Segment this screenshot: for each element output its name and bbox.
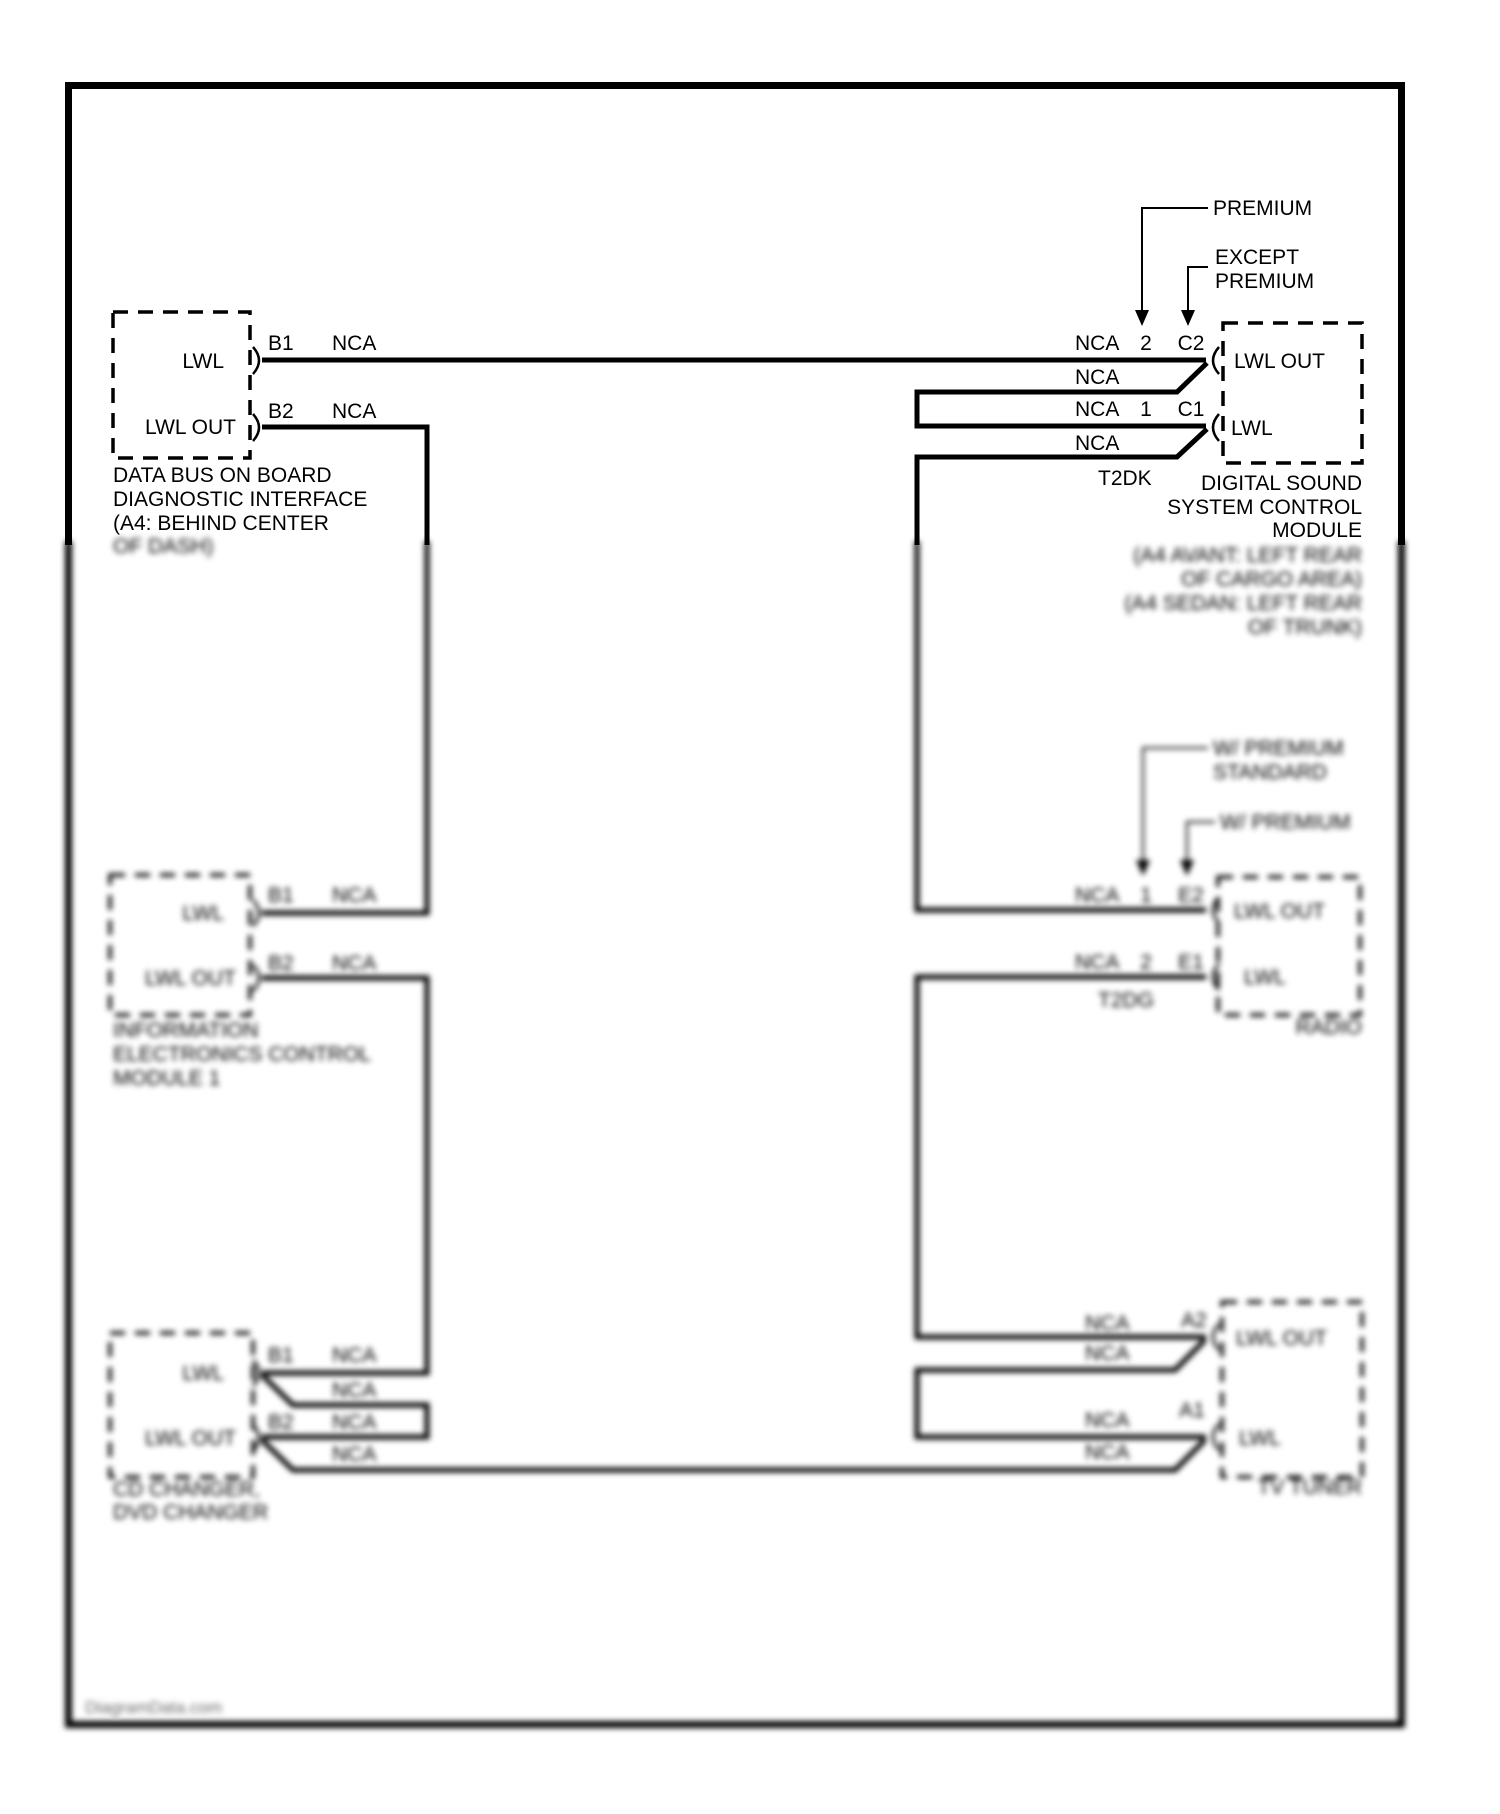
callout-premium-arrow-icon [1135, 310, 1149, 326]
tv-pin1-label: LWL OUT [1236, 1327, 1328, 1350]
wire-label-nca: NCA [1085, 1312, 1130, 1335]
cd-pin2-id: B2 [268, 1411, 294, 1434]
radio-callout2-line [1187, 822, 1215, 861]
tv-pin2-label: LWL [1239, 1427, 1281, 1450]
wire-radio-e1-to-tv [917, 977, 1206, 1337]
radio-callout1-line2: STANDARD [1213, 761, 1327, 784]
wire-label-nca: NCA [332, 1379, 377, 1402]
radio-callout1-line [1143, 748, 1208, 861]
wire-label-nca: NCA [332, 400, 377, 423]
radio-callout2-arrow-icon [1180, 860, 1194, 876]
wire-cd-b2-to-tv-a1 [262, 1440, 1205, 1470]
wire-databus-b2-to-iecm [262, 541, 427, 913]
iecm-name-line3: MODULE 1 [113, 1067, 221, 1090]
iecm-pin2-id: B2 [268, 952, 294, 975]
dss-note-line4: OF TRUNK) [1248, 616, 1362, 639]
callout-except-premium-line1: EXCEPT [1215, 246, 1300, 269]
dss-pin1-label: LWL OUT [1234, 350, 1326, 373]
callout-except-premium-line2: PREMIUM [1215, 270, 1315, 293]
iecm-pin2-label: LWL OUT [144, 967, 236, 990]
wire-label-nca: NCA [1075, 398, 1120, 421]
wire-label-nca: NCA [1075, 884, 1120, 907]
wire-iecm-b2-to-cd [262, 978, 427, 1373]
radio-splice-label: T2DG [1098, 989, 1155, 1012]
sharp-section [69, 86, 1402, 546]
wire-label-nca: NCA [1075, 366, 1120, 389]
dss-module-box [1223, 323, 1362, 463]
radio-pin2-num: 2 [1140, 951, 1152, 974]
databus-pin2-connector [253, 414, 259, 441]
iecm-name-line2: ELECTRONICS CONTROL [113, 1043, 371, 1066]
wire-label-nca: NCA [332, 1411, 377, 1434]
databus-pin1-connector [253, 347, 259, 374]
iecm-pin2-connector [253, 965, 259, 991]
radio-name: RADIO [1295, 1016, 1362, 1039]
radio-module-box [1218, 877, 1360, 1015]
dss-pin1-conn: C2 [1177, 332, 1205, 355]
iecm-pin1-label: LWL [182, 902, 224, 925]
cd-pin2-label: LWL OUT [144, 1427, 236, 1450]
wire-label-nca: NCA [332, 1344, 377, 1367]
dss-pin2-connector [1213, 414, 1219, 441]
iecm-name-line1: INFORMATION [113, 1019, 259, 1042]
tv-name: TV TUNER [1257, 1476, 1362, 1499]
tv-pin1-connector [1213, 1324, 1219, 1350]
dss-note-line3: (A4 SEDAN: LEFT REAR [1124, 592, 1362, 615]
wire-label-nca: NCA [332, 952, 377, 975]
databus-name-line4: OF DASH) [113, 535, 214, 558]
databus-pin2-label: LWL OUT [144, 416, 236, 439]
radio-callout1-line1: W/ PREMIUM [1213, 737, 1344, 760]
dss-splice-label: T2DK [1098, 467, 1152, 490]
dss-pin2-label: LWL [1231, 417, 1273, 440]
blurred-section [69, 535, 1402, 1725]
wire-label-nca: NCA [1075, 332, 1120, 355]
radio-callout1-arrow-icon [1136, 860, 1150, 876]
callout-premium-label: PREMIUM [1213, 197, 1313, 220]
wire-label-nca: NCA [1085, 1342, 1130, 1365]
databus-pin1-id: B1 [268, 332, 294, 355]
cd-name-line2: DVD CHANGER [113, 1501, 269, 1524]
wire-label-nca: NCA [1075, 951, 1120, 974]
radio-pin1-label: LWL OUT [1234, 900, 1326, 923]
cd-pin1-label: LWL [182, 1362, 224, 1385]
dss-note-line1: (A4 AVANT: LEFT REAR [1133, 544, 1362, 567]
databus-name-line3: (A4: BEHIND CENTER [113, 512, 329, 535]
wire-label-nca: NCA [1085, 1441, 1130, 1464]
databus-pin1-label: LWL [182, 350, 224, 373]
iecm-pin1-connector [253, 900, 259, 926]
cd-module-box [110, 1333, 253, 1477]
cd-name-line1: CD CHANGER, [113, 1478, 261, 1501]
cd-pin1-id: B1 [268, 1344, 294, 1367]
diagram-border-bottom [69, 541, 1402, 1725]
callout-premium-line [1142, 208, 1208, 311]
wire-dss-c1-down [917, 429, 1207, 545]
radio-pin1-num: 1 [1140, 884, 1152, 907]
dss-name-line1: DIGITAL SOUND [1200, 472, 1362, 495]
watermark: DiagramData.com [85, 1698, 222, 1717]
callout-except-premium-line [1188, 267, 1208, 311]
radio-pin1-conn: E2 [1178, 884, 1204, 907]
tv-pin2-connector [1213, 1424, 1219, 1450]
wire-label-nca: NCA [1075, 432, 1120, 455]
radio-pin2-conn: E1 [1178, 951, 1204, 974]
databus-name-line2: DIAGNOSTIC INTERFACE [113, 488, 368, 511]
dss-pin2-num: 1 [1140, 398, 1152, 421]
dss-note-line2: OF CARGO AREA) [1181, 568, 1362, 591]
dss-pin2-conn: C1 [1177, 398, 1205, 421]
radio-pin2-label: LWL [1244, 966, 1286, 989]
wire-label-nca: NCA [332, 884, 377, 907]
dss-name-line3: MODULE [1272, 519, 1362, 542]
radio-callout2-label: W/ PREMIUM [1220, 811, 1351, 834]
dss-pin1-connector [1213, 347, 1219, 374]
wire-label-nca: NCA [1085, 1409, 1130, 1432]
wire-label-nca: NCA [332, 332, 377, 355]
dss-pin1-num: 2 [1140, 332, 1152, 355]
databus-name-line1: DATA BUS ON BOARD [113, 464, 332, 487]
wire-label-nca: NCA [332, 1443, 377, 1466]
callout-except-premium-arrow-icon [1181, 310, 1195, 326]
tv-pin2-id: A1 [1179, 1399, 1205, 1422]
databus-pin2-id: B2 [268, 400, 294, 423]
wire-dss-c2-loop-c1 [917, 363, 1207, 426]
dss-name-line2: SYSTEM CONTROL [1167, 496, 1362, 519]
tv-pin1-id: A2 [1181, 1309, 1207, 1332]
wire-tv-a2-loop-a1 [917, 1340, 1206, 1437]
iecm-pin1-id: B1 [268, 884, 294, 907]
iecm-module-box [110, 875, 250, 1015]
